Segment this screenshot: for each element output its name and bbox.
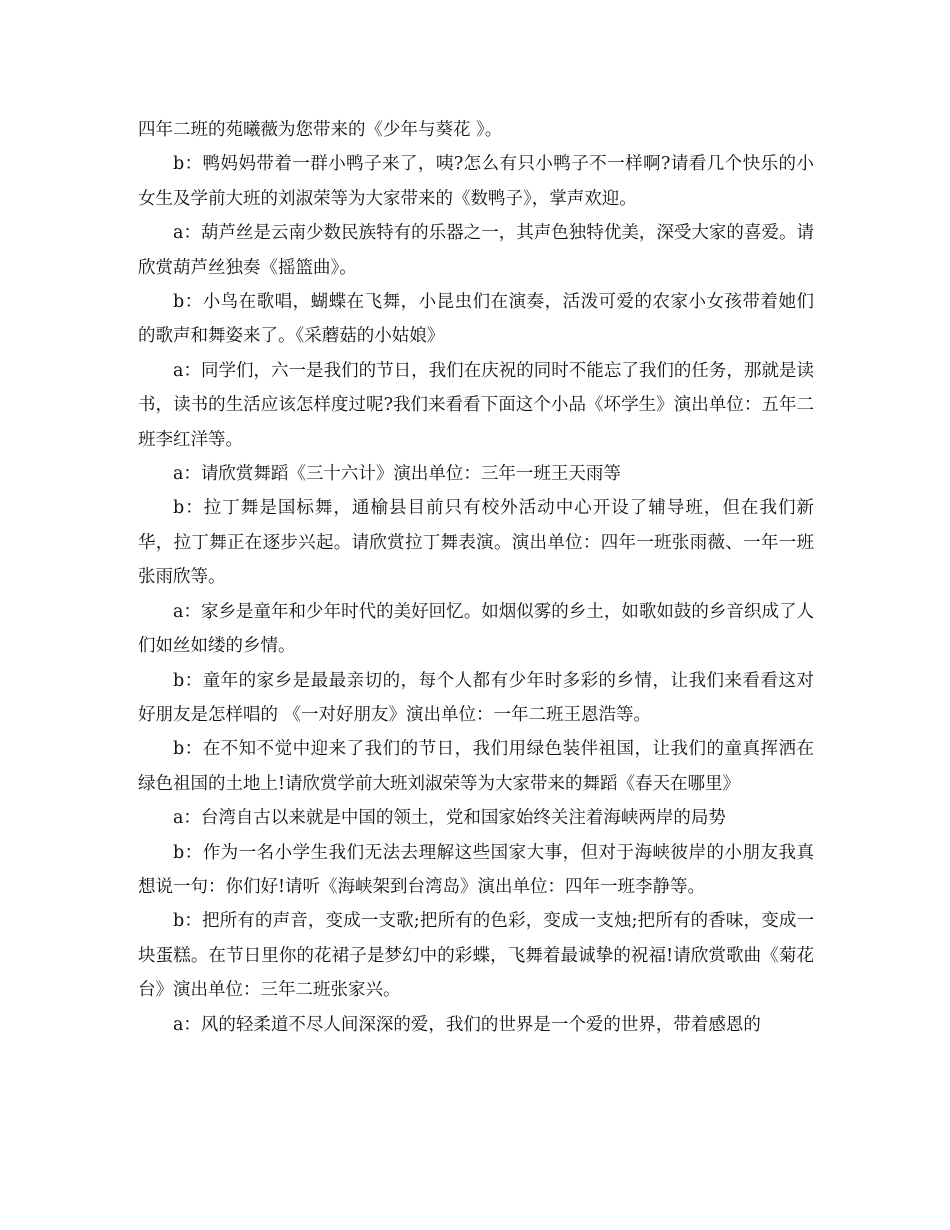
paragraph-11: a：台湾自古以来就是中国的领土，党和国家始终关注着海峡两岸的局势 <box>173 808 726 829</box>
paragraph-3: a：葫芦丝是云南少数民族特有的乐器之一，其声色独特优美，深受大家的喜爱。请欣赏葫芦丝独奏《摇篮曲》。 <box>138 223 814 278</box>
paragraph-7: b：拉丁舞是国标舞，通榆县目前只有校外活动中心开设了辅导班，但在我们新华，拉丁舞正在逐步兴起。请欣赏拉丁舞表演。演出单位：四年一班张雨薇、一年一班张雨欣等。 <box>138 498 814 588</box>
paragraph-13: b：把所有的声音，变成一支歌;把所有的色彩，变成一支烛;把所有的香味，变成一块蛋糕。在节日里你的花裙子是梦幻中的彩蝶，飞舞着最诚挚的祝福!请欣赏歌曲《菊花台》演出单位：三年二班张家兴。 <box>138 911 814 1001</box>
document-body <box>138 113 814 1042</box>
paragraph-14: a：风的轻柔道不尽人间深深的爱，我们的世界是一个爱的世界，带着感恩的 <box>173 1014 761 1035</box>
paragraph-1: 四年二班的苑曦薇为您带来的《少年与葵花 》。 <box>138 120 503 140</box>
paragraph-10: b：在不知不觉中迎来了我们的节日，我们用绿色装伴祖国，让我们的童真挥洒在绿色祖国的土地上!请欣赏学前大班刘淑荣等为大家带来的舞蹈《春天在哪里》 <box>138 739 814 794</box>
paragraph-4: b：小鸟在歌唱，蝴蝶在飞舞，小昆虫们在演奏，活泼可爱的农家小女孩带着她们的歌声和舞姿来了。《采蘑菇的小姑娘》 <box>138 292 814 347</box>
paragraph-2: b：鸭妈妈带着一群小鸭子来了，咦?怎么有只小鸭子不一样啊?请看几个快乐的小女生及学前大班的刘淑荣等为大家带来的《数鸭子》，掌声欢迎。 <box>138 154 814 209</box>
paragraph-12: b：作为一名小学生我们无法去理解这些国家大事，但对于海峡彼岸的小朋友我真想说一句：你们好!请听《海峡架到台湾岛》演出单位：四年一班李静等。 <box>138 842 814 897</box>
paragraph-6: a：请欣赏舞蹈《三十六计》演出单位：三年一班王天雨等 <box>173 464 621 485</box>
paragraph-5: a：同学们，六一是我们的节日，我们在庆祝的同时不能忘了我们的任务，那就是读书，读书的生活应该怎样度过呢?我们来看看下面这个小品《坏学生》演出单位：五年二班李红洋等。 <box>138 360 814 450</box>
paragraph-8: a：家乡是童年和少年时代的美好回忆。如烟似雾的乡土，如歌如鼓的乡音织成了人们如丝如缕的乡情。 <box>138 601 814 657</box>
paragraph-9: b：童年的家乡是最最亲切的，每个人都有少年时多彩的乡情，让我们来看看这对好朋友是怎样唱的 《一对好朋友》演出单位：一年二班王恩浩等。 <box>138 670 814 725</box>
